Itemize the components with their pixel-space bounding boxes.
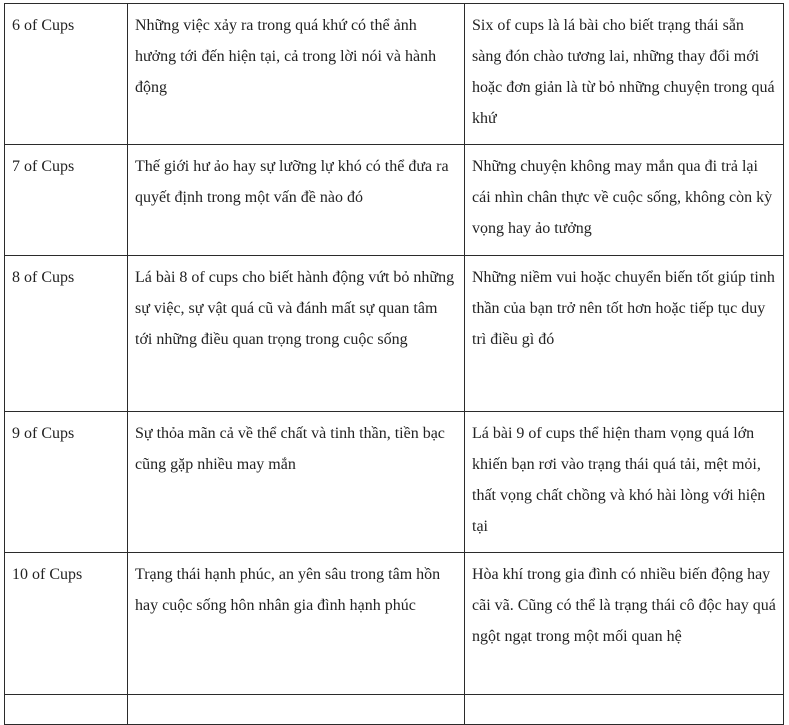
table-row-7-of-cups	[5, 145, 784, 256]
reversed-meaning-cell: Lá bài 9 of cups thể hiện tham vọng quá lớn khiến bạn rơi vào trạng thái quá tải, mệt mỏi, thất vọng chất chồng và khó hài lòng với hiện tại	[465, 412, 784, 553]
table-row-partial	[5, 695, 784, 725]
card-name-cell: 9 of Cups	[5, 412, 128, 553]
empty-cell	[128, 695, 465, 725]
empty-cell	[5, 695, 128, 725]
card-name-cell: 7 of Cups	[5, 145, 128, 256]
card-name-cell: 8 of Cups	[5, 256, 128, 412]
upright-meaning-cell: Sự thỏa mãn cả về thể chất và tinh thần, tiền bạc cũng gặp nhiều may mắn	[128, 412, 465, 553]
reversed-meaning-cell: Những niềm vui hoặc chuyển biến tốt giúp tinh thần của bạn trở nên tốt hơn hoặc tiếp tục duy trì điều gì đó	[465, 256, 784, 412]
table-row-6-of-cups	[5, 4, 784, 145]
upright-meaning-cell: Thế giới hư ảo hay sự lưỡng lự khó có thể đưa ra quyết định trong một vấn đề nào đó	[128, 145, 465, 256]
card-name-cell: 10 of Cups	[5, 553, 128, 695]
upright-meaning-cell: Những việc xảy ra trong quá khứ có thể ảnh hưởng tới đến hiện tại, cả trong lời nói và hành động	[128, 4, 465, 145]
table-row-9-of-cups	[5, 412, 784, 553]
card-name-cell: 6 of Cups	[5, 4, 128, 145]
reversed-meaning-cell: Hòa khí trong gia đình có nhiều biến động hay cãi vã. Cũng có thể là trạng thái cô độc hay quá ngột ngạt trong một mối quan hệ	[465, 553, 784, 695]
upright-meaning-cell: Lá bài 8 of cups cho biết hành động vứt bỏ những sự việc, sự vật quá cũ và đánh mất sự quan tâm tới những điều quan trọng trong cuộc sống	[128, 256, 465, 412]
reversed-meaning-cell: Những chuyện không may mắn qua đi trả lại cái nhìn chân thực về cuộc sống, không còn kỳ vọng hay ảo tưởng	[465, 145, 784, 256]
cups-meaning-table	[4, 3, 784, 725]
upright-meaning-cell: Trạng thái hạnh phúc, an yên sâu trong tâm hồn hay cuộc sống hôn nhân gia đình hạnh phúc	[128, 553, 465, 695]
reversed-meaning-cell: Six of cups là lá bài cho biết trạng thái sẵn sàng đón chào tương lai, những thay đổi mới hoặc đơn giản là từ bỏ những chuyện trong quá khứ	[465, 4, 784, 145]
table-row-10-of-cups	[5, 553, 784, 695]
empty-cell	[465, 695, 784, 725]
table-row-8-of-cups	[5, 256, 784, 412]
